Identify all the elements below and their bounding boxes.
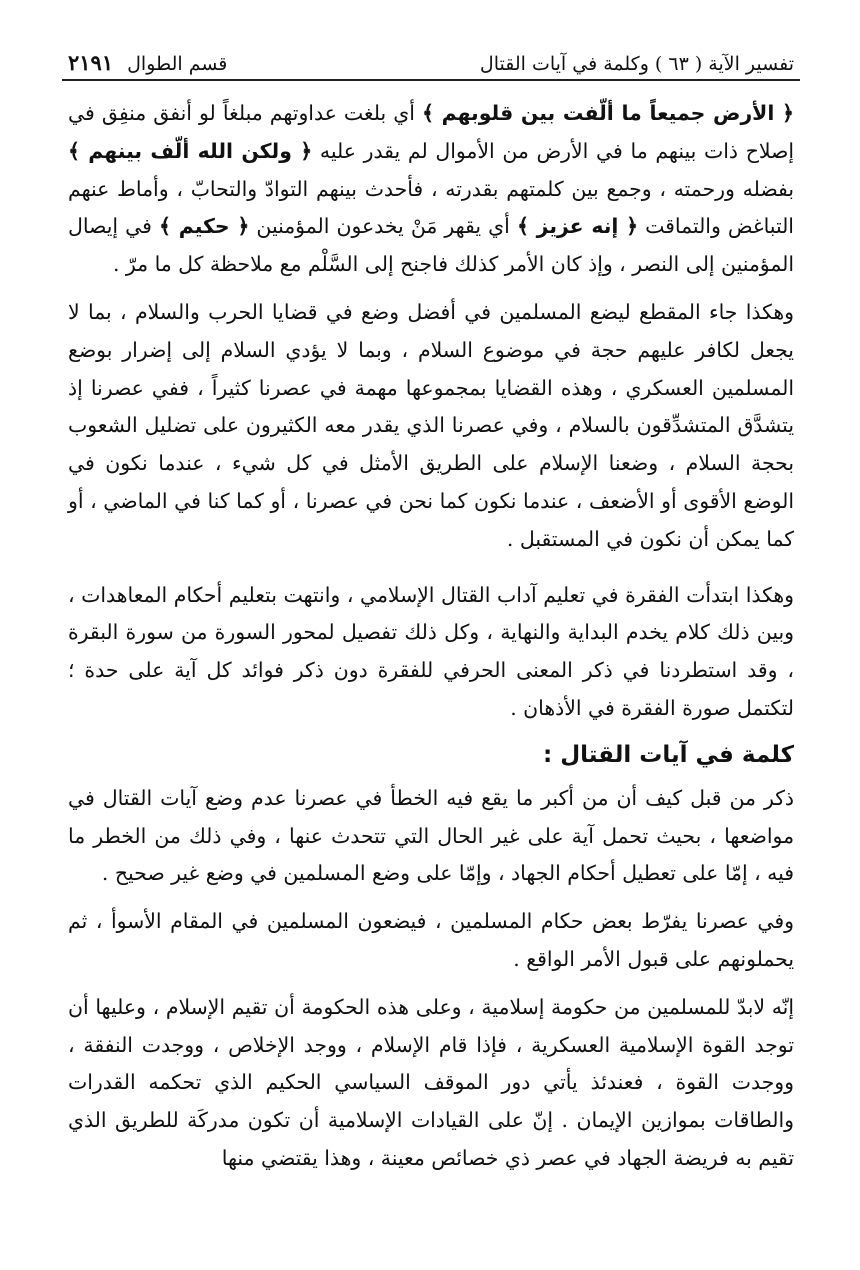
page-body — [62, 95, 800, 1178]
header-left-group — [68, 50, 227, 75]
page-header — [62, 44, 800, 81]
paragraph-tafsir — [68, 95, 794, 284]
section-name: قسم الطوال — [127, 53, 228, 75]
quran-quote: ﴿ إنه عزيز ﴾ — [516, 214, 639, 239]
section-heading: كلمة في آيات القتال : — [542, 741, 794, 768]
paragraph-gap — [68, 569, 794, 577]
paragraph-rulers: وفي عصرنا يفرّط بعض حكام المسلمين ، فيضعون المسلمين في المقام الأسوأ ، ثم يحملونهم على قبول الأمر الواقع . — [68, 909, 794, 971]
running-title: تفسير الآية ( ٦٣ ) وكلمة في آيات القتال — [479, 53, 794, 75]
quran-quote: ﴿ ولكن الله ألّف بينهم ﴾ — [68, 138, 313, 163]
quran-quote: ﴿ الأرض جميعاً ما ألّفت بين قلوبهم ﴾ — [421, 101, 794, 125]
paragraph-government: إنّه لابدّ للمسلمين من حكومة إسلامية ، وعلى هذه الحكومة أن تقيم الإسلام ، وعليها أن توجد القوة الإسلامية العسكرية ، فإذا قام الإسلام ، ووجد الإخلاص ، ووجدت النفقة ، ووجدت القوة ، فعندئذ يأتي دور الموقف السياسي الحكيم الذي تحكمه القدرات والطاقات بموازين الإيمان . إنّ على القيادات الإسلامية أن تكون مدركَة للطريق الذي تقيم به فريضة الجهاد في عصر ذي خصائص معينة ، وهذا يقتضي منها — [68, 994, 794, 1170]
page-number: ٢١٩١ — [68, 50, 114, 75]
paragraph-summary: وهكذا ابتدأت الفقرة في تعليم آداب القتال الإسلامي ، وانتهت بتعليم أحكام المعاهدات ، وبين ذلك كلام يخدم البداية والنهاية ، وكل ذلك تفصيل لمحور السورة من سورة البقرة ، وقد استطردنا في ذكر المعنى الحرفي للفقرة دون ذكر فوائد كل آية على حدة ؛ لتكتمل صورة الفقرة في الأذهان . — [68, 582, 794, 720]
paragraph-text: أي بلغت عداوتهم مبلغاً لو أنفق منفِق في إصلاح ذات بينهم ما في الأرض من الأموال لم يقدر عليه — [68, 101, 795, 163]
paragraph-text: في إيصال المؤمنين إلى النصر ، وإذ كان الأمر كذلك فاجنح إلى السَّلْم مع ملاحظة كل ما مرّ . — [68, 214, 794, 277]
paragraph-peace-war: وهكذا جاء المقطع ليضع المسلمين في أفضل وضع في قضايا الحرب والسلام ، بما لا يجعل لكافر عليهم حجة في موضوع السلام ، وبما لا يؤدي السلام إلى إضرار بوضع المسلمين العسكري ، وهذه القضايا بمجموعها مهمة في عصرنا كثيراً ، ففي عصرنا إذ يتشدَّق المتشدِّقون بالسلام ، وفي عصرنا الذي يقدر معه الكثيرون على تضليل الشعوب بحجة السلام ، وضعنا الإسلام على الطريق الأمثل في كل شيء ، عندما نكون في الوضع الأقوى أو الأضعف ، عندما نكون كما نحن في عصرنا ، أو كما كنا في الماضي ، أو كما يمكن أن نكون في المستقبل . — [68, 299, 794, 551]
paragraph-text: أي يقهر مَنْ يخدعون المؤمنين — [249, 214, 517, 239]
paragraph-text: بفضله ورحمته ، وجمع بين كلمتهم بقدرته ، فأحدث بينهم التوادّ والتحابّ ، وأماط عنهم التباغض والتماقت — [68, 176, 794, 239]
quran-quote: ﴿ حكيم ﴾ — [159, 214, 250, 239]
paragraph-errors: ذكر من قبل كيف أن من أكبر ما يقع فيه الخطأ في عصرنا عدم وضع آيات القتال في مواضعها ، بحيث تحمل آية على غير الحال التي تتحدث عنها ، وفي ذلك من الخطر ما فيه ، إمّا على تعطيل أحكام الجهاد ، وإمّا على وضع المسلمين في وضع غير صحيح . — [68, 785, 794, 886]
